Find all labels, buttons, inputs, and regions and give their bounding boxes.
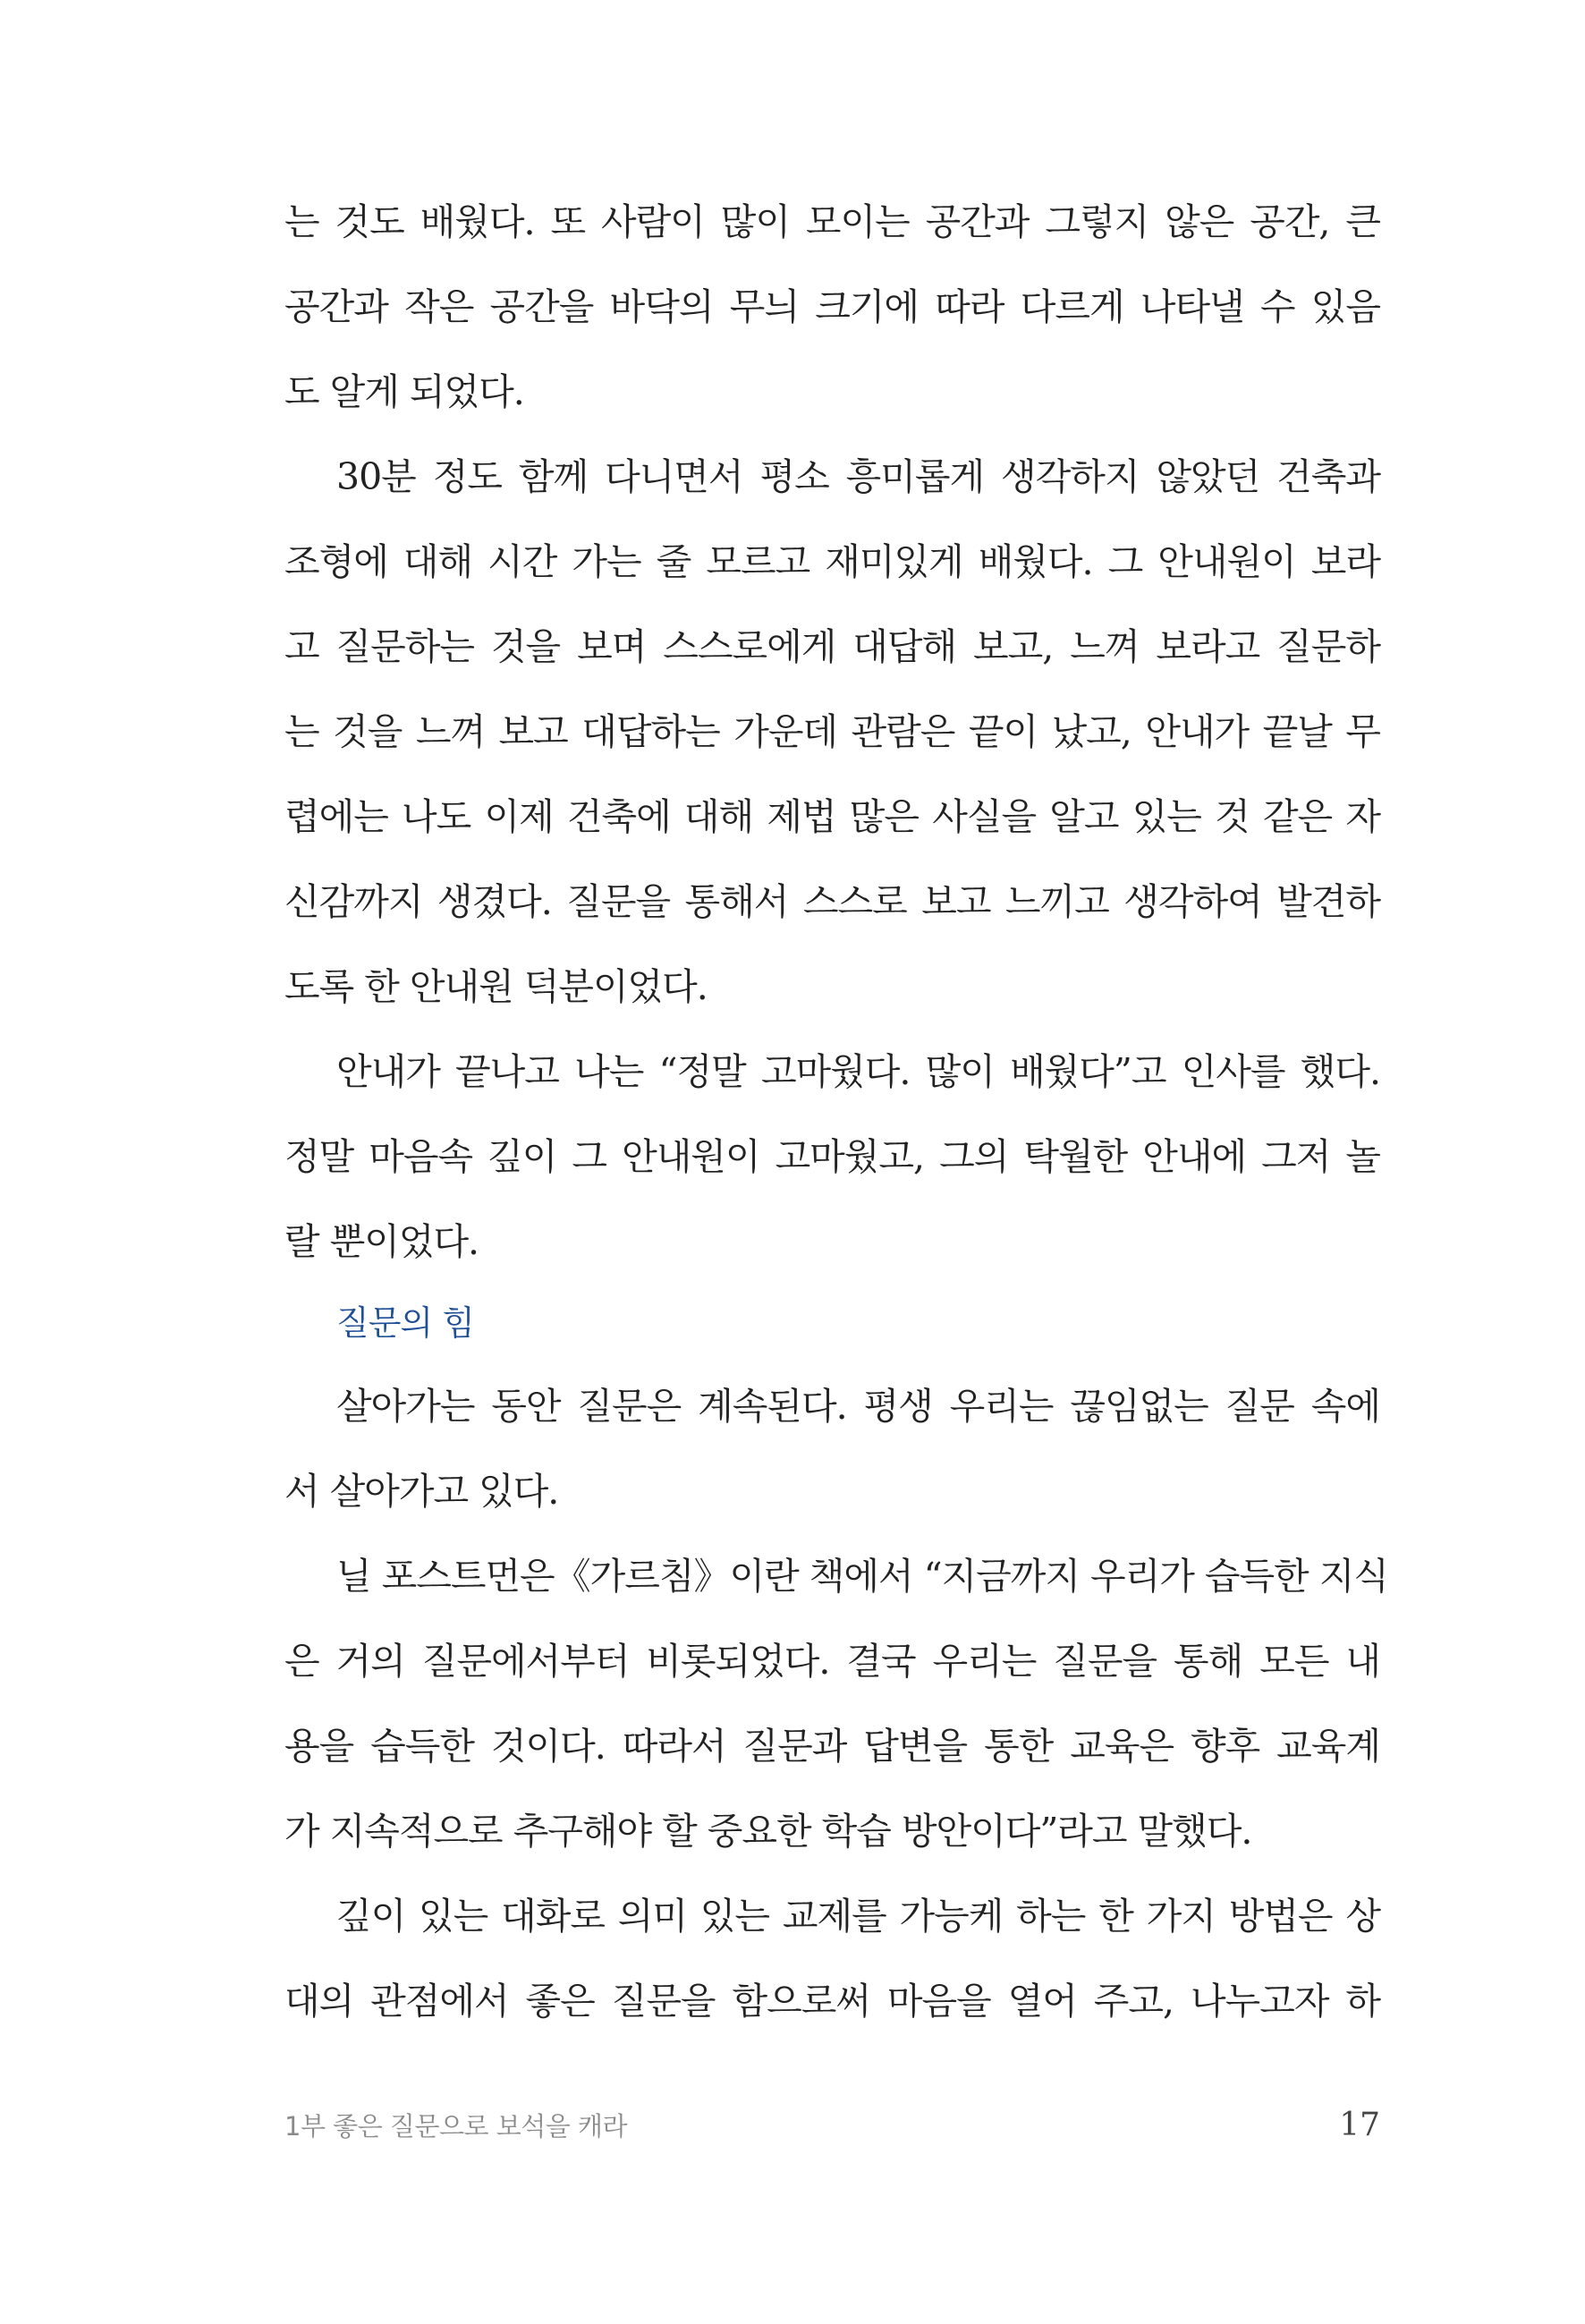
page-number: 17 (1339, 2107, 1380, 2143)
paragraph-line: 정말 마음속 깊이 그 안내원이 고마웠고, 그의 탁월한 안내에 그저 놀 (284, 1135, 1380, 1178)
paragraph-line: 닐 포스트먼은《가르침》이란 책에서 “지금까지 우리가 습득한 지식 (336, 1555, 1388, 1598)
paragraph-line: 신감까지 생겼다. 질문을 통해서 스스로 보고 느끼고 생각하여 발견하 (284, 880, 1380, 923)
paragraph-line: 안내가 끝나고 나는 “정말 고마웠다. 많이 배웠다”고 인사를 했다. (336, 1050, 1380, 1093)
section-heading: 질문의 힘 (336, 1303, 474, 1343)
paragraph-line: 도 알게 되었다. (284, 370, 524, 413)
paragraph-line: 가 지속적으로 추구해야 할 중요한 학습 방안이다”라고 말했다. (284, 1810, 1252, 1853)
paragraph-line: 도록 한 안내원 덕분이었다. (284, 965, 708, 1008)
paragraph-line: 는 것을 느껴 보고 대답하는 가운데 관람은 끝이 났고, 안내가 끝날 무 (284, 710, 1380, 753)
paragraph-line: 대의 관점에서 좋은 질문을 함으로써 마음을 열어 주고, 나누고자 하 (284, 1980, 1380, 2023)
paragraph-line: 서 살아가고 있다. (284, 1470, 559, 1513)
paragraph-line: 조형에 대해 시간 가는 줄 모르고 재미있게 배웠다. 그 안내원이 보라 (284, 540, 1380, 583)
paragraph-line: 렵에는 나도 이제 건축에 대해 제법 많은 사실을 알고 있는 것 같은 자 (284, 795, 1380, 838)
paragraph-line: 공간과 작은 공간을 바닥의 무늬 크기에 따라 다르게 나타낼 수 있음 (284, 285, 1380, 328)
paragraph-line: 살아가는 동안 질문은 계속된다. 평생 우리는 끊임없는 질문 속에 (336, 1385, 1380, 1428)
paragraph-line: 은 거의 질문에서부터 비롯되었다. 결국 우리는 질문을 통해 모든 내 (284, 1640, 1380, 1683)
paragraph-line: 고 질문하는 것을 보며 스스로에게 대답해 보고, 느껴 보라고 질문하 (284, 625, 1380, 668)
paragraph-line: 깊이 있는 대화로 의미 있는 교제를 가능케 하는 한 가지 방법은 상 (336, 1895, 1380, 1938)
paragraph-line: 용을 습득한 것이다. 따라서 질문과 답변을 통한 교육은 향후 교육계 (284, 1725, 1380, 1768)
paragraph-line: 랄 뿐이었다. (284, 1220, 479, 1263)
paragraph-line: 는 것도 배웠다. 또 사람이 많이 모이는 공간과 그렇지 않은 공간, 큰 (284, 200, 1380, 243)
paragraph-line: 30분 정도 함께 다니면서 평소 흥미롭게 생각하지 않았던 건축과 (336, 455, 1380, 498)
running-footer-title: 1부 좋은 질문으로 보석을 캐라 (284, 2111, 627, 2142)
